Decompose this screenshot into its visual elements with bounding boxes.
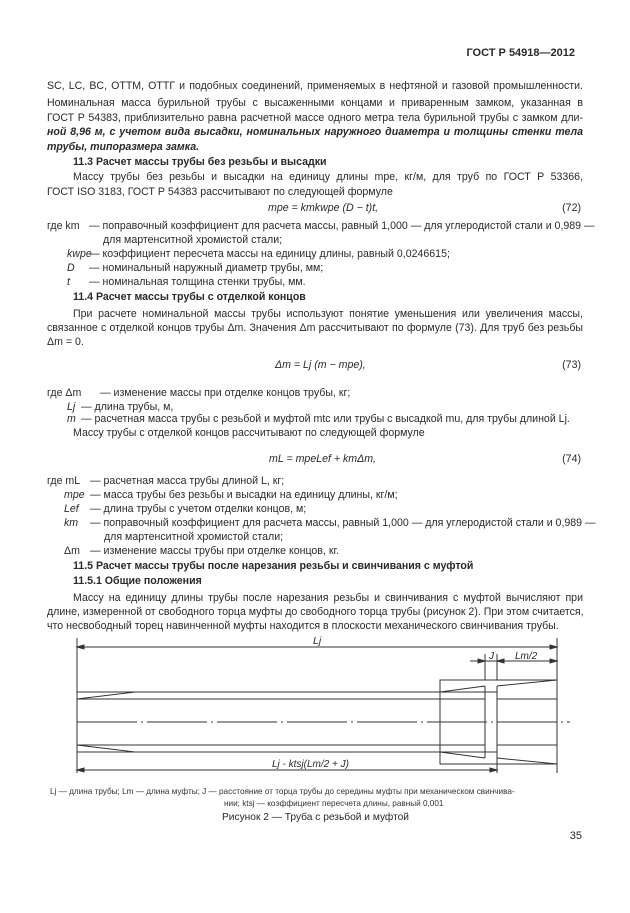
arrow-head — [490, 768, 497, 772]
label-lm-half: Lm/2 — [515, 651, 538, 662]
equation-72: mpe = kmkwpe (D − t)t, — [268, 202, 379, 214]
arrow-head — [497, 659, 504, 663]
label-j: J — [489, 651, 494, 662]
paragraph-line: Номинальная масса бурильной трубы с высаженными концами и приваренным замком, указанная в — [47, 97, 583, 109]
definition-symbol: t — [67, 276, 70, 288]
thread-taper-right-bottom — [440, 752, 485, 758]
definition-text: — поправочный коэффициент для расчета массы, равный 1,000 — для углеродистой стали и 0,989 — — [90, 517, 596, 529]
paragraph-line: что несвободный торец навинченной муфты находится в плоскости механического свинчивания трубы. — [47, 620, 559, 632]
paragraph-line: связанное с отделкой концов трубы Δm. Значения Δm рассчитывают по формуле (73). Для труб без резьбы — [47, 322, 583, 334]
definition-text: — масса трубы без резьбы и высадки на единицу длины, кг/м; — [90, 489, 398, 501]
figure-legend-line: нии; ktsj — коэффициент пересчета длины, равный 0,001 — [224, 799, 444, 808]
paragraph-line: трубы, типоразмера замка. — [47, 141, 200, 153]
arrow-head — [550, 645, 557, 649]
definition-text: — расчетная масса трубы с резьбой и муфтой mtc или трубы с высадкой mu, для трубы длиной Lj. — [81, 413, 570, 425]
definition-text: для мартенситной хромистой стали; — [104, 531, 284, 543]
paragraph-line: Массу трубы с отделкой концов рассчитывают по следующей формуле — [73, 427, 425, 439]
definition-text: — длина трубы, м, — [81, 401, 174, 413]
definition-symbol: Δm — [64, 545, 80, 557]
coupling-thread-bottom — [497, 758, 557, 764]
equation-number-73: (73) — [562, 359, 581, 371]
thread-taper-left-bottom — [77, 745, 135, 752]
arrow-head — [550, 659, 557, 663]
equation-number-72: (72) — [562, 202, 581, 214]
definition-symbol: Lef — [64, 503, 79, 515]
definition-symbol: mpe — [64, 489, 85, 501]
definition-text: для мартенситной хромистой стали; — [103, 234, 283, 246]
standard-header: ГОСТ Р 54918—2012 — [466, 47, 575, 59]
section-heading-11-4: 11.4 Расчет массы трубы с отделкой концов — [73, 291, 306, 303]
figure-legend-line: Lj — длина трубы; Lm — длина муфты; J — расстояние от торца трубы до середины муфты при механическом свинчива- — [50, 787, 515, 796]
paragraph-line: ной 8,96 м, с учетом вида высадки, номинальных наружного диаметра и толщины стенки тела — [47, 126, 583, 138]
definition-symbol: Lj — [67, 401, 76, 413]
equation-number-74: (74) — [562, 453, 581, 465]
definition-text: — номинальный наружный диаметр трубы, мм; — [89, 262, 324, 274]
paragraph-line: При расчете номинальной массы трубы используют понятие уменьшения или увеличения массы, — [73, 308, 583, 320]
page-number: 35 — [569, 830, 582, 842]
equation-74: mL = mpeLef + kmΔm, — [269, 453, 377, 465]
paragraph-line: ГОСТ Р 54383, приблизительно равна расчетной массе одного метра тела бурильной трубы с замком дли- — [47, 112, 583, 124]
label-bottom-dimension: Lj - ktsj(Lm/2 + J) — [272, 759, 349, 770]
arrow-head — [478, 659, 485, 663]
label-lj: Lj — [313, 635, 322, 647]
definition-symbol: kwpe — [67, 248, 92, 260]
paragraph-line: Массу трубы без резьбы и высадки на единицу длины mpe, кг/м, для труб по ГОСТ Р 53366, — [73, 171, 583, 183]
figure-caption: Рисунок 2 — Труба с резьбой и муфтой — [222, 812, 409, 823]
definition-text: — коэффициент пересчета массы на единицу длины, равный 0,0246615; — [89, 248, 450, 260]
definition-text: — расчетная масса трубы длиной L, кг; — [90, 475, 285, 487]
definition-symbol: D — [67, 262, 75, 274]
section-heading-11-5: 11.5 Расчет массы трубы после нарезания резьбы и свинчивания с муфтой — [73, 560, 474, 572]
definition-text: — поправочный коэффициент для расчета массы, равный 1,000 — для углеродистой стали и 0,989 — — [89, 220, 595, 232]
paragraph-line: SC, LC, BC, ОТТМ, ОТТГ и подобных соединений, применяемых в нефтяной и газовой промышленности. — [47, 80, 583, 92]
arrow-head — [77, 645, 84, 649]
definition-text: — длина трубы с учетом отделки концов, м; — [90, 503, 307, 515]
equation-73: Δm = Lj (m − mpe), — [275, 359, 366, 371]
definition-text: — изменение массы трубы при отделке концов, кг. — [90, 545, 339, 557]
paragraph-line: ГОСТ ISO 3183, ГОСТ Р 54383 рассчитывают по следующей формуле — [47, 186, 393, 198]
paragraph-line: Массу на единицу длины трубы после нарезания резьбы и свинчивания с муфтой вычисляют при — [73, 592, 583, 604]
definition-text: — изменение массы при отделке концов трубы, кг; — [100, 387, 351, 399]
definition-symbol: m — [67, 413, 76, 425]
paragraph-line: Δm = 0. — [47, 336, 84, 348]
coupling-thread-top — [497, 680, 557, 686]
section-heading-11-5-1: 11.5.1 Общие положения — [73, 575, 202, 587]
arrow-head — [77, 768, 84, 772]
thread-taper-right-top — [440, 686, 485, 692]
definition-text: — номинальная толщина стенки трубы, мм. — [89, 276, 306, 288]
section-heading-11-3: 11.3 Расчет массы трубы без резьбы и высадки — [73, 156, 327, 168]
paragraph-line: длине, измеренной от свободного торца муфты до свободного торца трубы (рисунок 2). При этом считается, — [47, 606, 584, 618]
definition-symbol: km — [64, 517, 79, 529]
definition-symbol: где mL — [47, 475, 81, 487]
definition-symbol: где Δm — [47, 387, 82, 399]
thread-taper-left-top — [77, 692, 135, 699]
definition-symbol: где km — [47, 220, 80, 232]
